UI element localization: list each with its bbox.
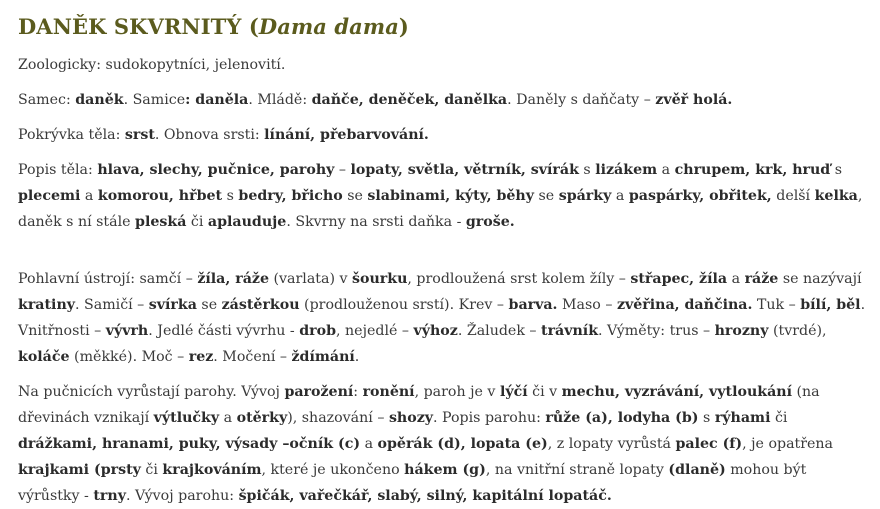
term-bold: hákem (g) <box>404 462 486 478</box>
text-run: Tuk – <box>752 297 801 313</box>
text-run: (varlata) v <box>268 271 353 287</box>
term-bold: paspárky, obřitek, <box>628 188 772 204</box>
text-run: a <box>219 410 237 426</box>
text-run: a <box>611 188 629 204</box>
text-run: (prodlouženou srstí). Krev – <box>299 297 509 313</box>
term-bold: drážkami, hranami, puky, výsady –očník (c) <box>18 436 361 452</box>
text-run: , nejedlé – <box>336 323 414 339</box>
text-run: a <box>657 162 675 178</box>
text-run: se <box>534 188 559 204</box>
term-bold: otěrky <box>236 410 288 426</box>
text-run: delší <box>771 188 815 204</box>
term-bold: výtlučky <box>153 410 220 426</box>
term-bold: : daněla <box>185 92 249 108</box>
text-run: . Skvrny na srsti daňka - <box>286 214 466 230</box>
text-run: . Popis parohu: <box>433 410 546 426</box>
term-bold: vývrh <box>105 323 149 339</box>
text-run: , z lopaty vyrůstá <box>547 436 676 452</box>
term-bold: drob <box>299 323 337 339</box>
text-run: mohou být výrůstky - <box>18 462 807 504</box>
text-run: . Jedlé části vývrhu - <box>148 323 300 339</box>
term-bold: zástěrkou <box>221 297 300 313</box>
term-bold: opěrák (d), lopata (e) <box>377 436 548 452</box>
paragraph-body-description <box>18 157 868 235</box>
text-run: s <box>222 188 239 204</box>
term-bold: daňče, deněček, danělka <box>311 92 508 108</box>
text-run: Zoologicky: sudokopytníci, jelenovití. <box>18 57 286 73</box>
term-bold: parožení <box>284 384 354 400</box>
text-run: s <box>578 162 596 178</box>
title-latin: Dama dama <box>258 14 399 39</box>
term-bold: groše. <box>465 214 515 230</box>
text-run: (na dřevinách vznikají <box>18 384 820 426</box>
text-run: . Vnitřnosti – <box>18 297 866 339</box>
text-run: se <box>196 297 222 313</box>
title-main: DANĚK SKVRNITÝ ( <box>18 14 259 39</box>
term-bold: střapec, žíla <box>630 271 728 287</box>
term-bold: hrozny <box>714 323 769 339</box>
term-bold: línání, přebarvování. <box>264 127 429 143</box>
text-run: se <box>342 188 368 204</box>
term-bold: komorou, hřbet <box>97 188 223 204</box>
text-run: , daněk s ní stále <box>18 188 863 230</box>
term-bold: krajkováním <box>162 462 262 478</box>
paragraph-zoology <box>18 52 868 78</box>
text-run: či <box>186 214 208 230</box>
text-run: . Mládě: <box>248 92 312 108</box>
text-run: . Močení – <box>213 349 292 365</box>
term-bold: krajkami (prsty <box>18 462 141 478</box>
term-bold: šourku <box>352 271 408 287</box>
text-run: . Výměty: trus – <box>598 323 715 339</box>
text-run: . Samičí – <box>75 297 149 313</box>
term-bold: lýčí <box>499 384 528 400</box>
term-bold: pleská <box>135 214 187 230</box>
paragraph-antlers <box>18 379 868 509</box>
paragraph-names <box>18 87 868 113</box>
text-run: , je opatřena <box>742 436 834 452</box>
text-run: . Obnova srsti: <box>154 127 265 143</box>
term-bold: trny <box>93 488 126 504</box>
text-run: (tvrdé), <box>768 323 827 339</box>
text-run: či <box>770 410 788 426</box>
text-run: . Samice <box>123 92 186 108</box>
term-bold: bílí, běl <box>800 297 861 313</box>
text-run: . Daněly s daňčaty – <box>507 92 656 108</box>
title-close: ) <box>398 14 409 39</box>
text-run: ), shazování – <box>287 410 389 426</box>
term-bold: slabinami, kýty, běhy <box>367 188 534 204</box>
text-run: s <box>698 410 715 426</box>
text-run: a <box>80 188 98 204</box>
term-bold: kratiny <box>18 297 75 313</box>
text-run: , na vnitřní straně lopaty <box>485 462 669 478</box>
term-bold: výhoz <box>413 323 458 339</box>
term-bold: shozy <box>388 410 434 426</box>
term-bold: ronění <box>362 384 415 400</box>
text-run: Samec: <box>18 92 76 108</box>
term-bold: žíla, ráže <box>197 271 269 287</box>
text-run: , prodloužená srst kolem žíly – <box>407 271 631 287</box>
text-run: Pokrývka těla: <box>18 127 125 143</box>
term-bold: zvěř holá. <box>655 92 733 108</box>
term-bold: chrupem, krk, hruď <box>674 162 831 178</box>
text-run: Maso – <box>557 297 617 313</box>
paragraph-coat <box>18 122 868 148</box>
text-run: , paroh je v <box>414 384 500 400</box>
text-run: . Žaludek – <box>457 323 542 339</box>
term-bold: rýhami <box>714 410 771 426</box>
text-run: s <box>830 162 843 178</box>
term-bold: koláče <box>18 349 70 365</box>
term-bold: špičák, vařečkář, slabý, silný, kapitální lopatáč. <box>238 488 612 504</box>
text-run: . Vývoj parohu: <box>125 488 239 504</box>
text-run: : <box>353 384 363 400</box>
text-run: Popis těla: <box>18 162 98 178</box>
text-run: Na pučnicích vyrůstají parohy. Vývoj <box>18 384 285 400</box>
term-bold: ráže <box>744 271 779 287</box>
text-run: a <box>727 271 745 287</box>
text-run: Pohlavní ústrojí: samčí – <box>18 271 198 287</box>
term-bold: mechu, vyzrávání, vytloukání <box>561 384 792 400</box>
term-bold: spárky <box>558 188 612 204</box>
term-bold: barva. <box>508 297 558 313</box>
term-bold: trávník <box>541 323 599 339</box>
term-bold: kelka <box>814 188 858 204</box>
text-run: či <box>140 462 163 478</box>
term-bold: bedry, břicho <box>238 188 343 204</box>
term-bold: srst <box>124 127 155 143</box>
paragraph-reproductive-organs <box>18 266 868 370</box>
term-bold: palec (f) <box>675 436 743 452</box>
text-run: a <box>360 436 378 452</box>
spacer <box>18 244 880 266</box>
term-bold: lopaty, světla, větrník, svírák <box>350 162 579 178</box>
text-run: (měkké). Moč – <box>69 349 189 365</box>
term-bold: lizákem <box>595 162 658 178</box>
text-run: , které je ukončeno <box>261 462 405 478</box>
text-run: – <box>334 162 351 178</box>
term-bold: plecemi <box>18 188 81 204</box>
term-bold: růže (a), lodyha (b) <box>545 410 699 426</box>
term-bold: (dlaně) <box>668 462 726 478</box>
text-run: se nazývají <box>778 271 862 287</box>
term-bold: rez <box>188 349 214 365</box>
term-bold: zvěřina, daňčina. <box>616 297 753 313</box>
term-bold: ždímání <box>291 349 355 365</box>
text-run: . <box>354 349 360 365</box>
term-bold: aplauduje <box>207 214 287 230</box>
term-bold: svírka <box>148 297 197 313</box>
term-bold: daněk <box>75 92 124 108</box>
page-title <box>18 14 880 40</box>
text-run: či v <box>527 384 562 400</box>
term-bold: hlava, slechy, pučnice, parohy <box>97 162 335 178</box>
